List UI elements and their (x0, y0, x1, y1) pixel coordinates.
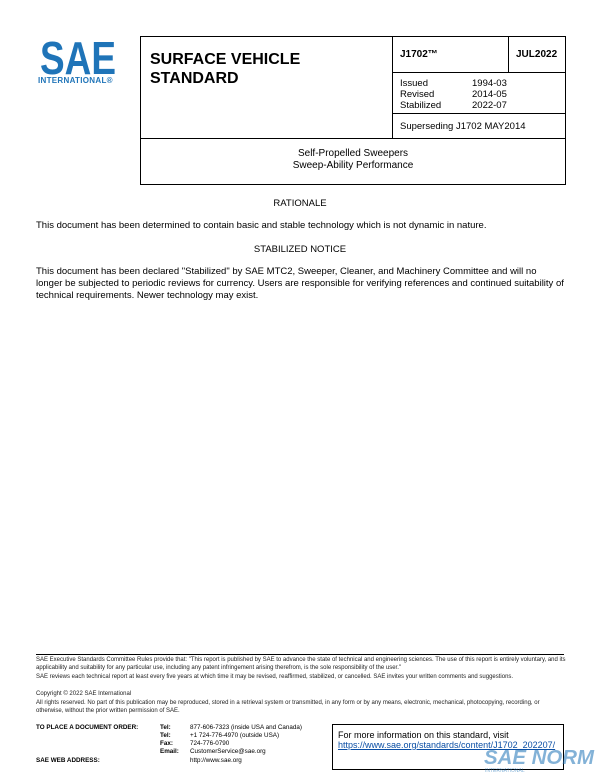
divider (392, 113, 566, 114)
date-history (400, 78, 507, 111)
copyright-note: Copyright © 2022 SAE International (36, 691, 132, 697)
date-label: Issued (400, 78, 428, 89)
logo-mark-text: SAE (40, 38, 116, 78)
date-value: 2022-07 (472, 100, 507, 111)
watermark-logo (484, 744, 596, 774)
contact-email[interactable]: CustomerService@sae.org (190, 748, 266, 755)
stabilized-heading: STABILIZED NOTICE (253, 244, 347, 255)
watermark-text: SAE NORM (484, 747, 596, 769)
date-value: 1994-03 (472, 78, 507, 89)
contact-key: Tel: (160, 724, 171, 731)
subtitle-line-1: Self-Propelled Sweepers (297, 148, 409, 159)
date-row (400, 100, 507, 111)
contact-value: +1 724-776-4970 (outside USA) (190, 732, 280, 739)
info-text: For more information on this standard, visit (338, 730, 509, 740)
date-row (400, 89, 507, 100)
contact-key: Tel: (160, 732, 171, 739)
divider (392, 72, 566, 73)
watermark-sub: INTERNATIONAL (485, 768, 525, 774)
rights-note: All rights reserved. No part of this publication may be reproduced, stored in a retrieval system or transmitted, in any form or by any means, electronic, mechanical, photocopying, recording, or otherwise, without the prior written permission of SAE. (36, 700, 540, 714)
rationale-heading: RATIONALE (273, 198, 327, 209)
contact-key: Fax: (160, 740, 173, 747)
document-type-title (150, 50, 300, 88)
contact-value: 724-776-0790 (190, 740, 230, 747)
title-line-2: STANDARD (150, 70, 239, 87)
date-row (400, 78, 507, 89)
date-label: Revised (400, 89, 435, 100)
contact-key: Email: (160, 748, 179, 755)
web-label: SAE WEB ADDRESS: (36, 757, 100, 764)
document-date: JUL2022 (516, 49, 558, 60)
divider (508, 36, 509, 72)
contact-value: 877-606-7323 (inside USA and Canada) (190, 724, 303, 731)
logo-subtitle: INTERNATIONAL® (38, 76, 113, 85)
title-line-1: SURFACE VEHICLE (150, 51, 301, 68)
footer-rule (36, 654, 564, 655)
date-label: Stabilized (400, 100, 442, 111)
subtitle-line-2: Sweep-Ability Performance (292, 160, 414, 171)
rules-note: SAE Executive Standards Committee Rules provide that: "This report is published by SAE to advance the state of technical and engineering sciences. The use of this report is entirely voluntary, and its applicability and suitability for any particular use, including any patent infringement arising therefrom, is the sole responsibility of the user." (36, 657, 566, 671)
sae-logo (40, 38, 118, 78)
date-value: 2014-05 (472, 89, 507, 100)
document-number: J1702™ (400, 49, 438, 60)
divider (392, 36, 393, 139)
superseding-note: Superseding J1702 MAY2014 (400, 121, 526, 132)
standard-link[interactable]: https://www.sae.org/standards/content/J1702_202207/ (338, 740, 556, 750)
review-note: SAE reviews each technical report at least every five years at which time it may be revised, reaffirmed, stabilized, or cancelled. SAE invites your written comments and suggestions. (36, 674, 514, 680)
stabilized-text: This document has been declared "Stabilized" by SAE MTC2, Sweeper, Cleaner, and Machinery Committee and will no longer be subjected to periodic reviews for currency. Users are responsible for verifying references and continued suitability of technical requirements. Newer technology may exist. (36, 266, 564, 301)
order-label: TO PLACE A DOCUMENT ORDER: (36, 724, 139, 731)
rationale-text: This document has been determined to contain basic and stable technology which is not dynamic in nature. (36, 220, 487, 231)
document-subtitle (140, 148, 566, 172)
web-address-link[interactable]: http://www.sae.org (190, 757, 242, 764)
